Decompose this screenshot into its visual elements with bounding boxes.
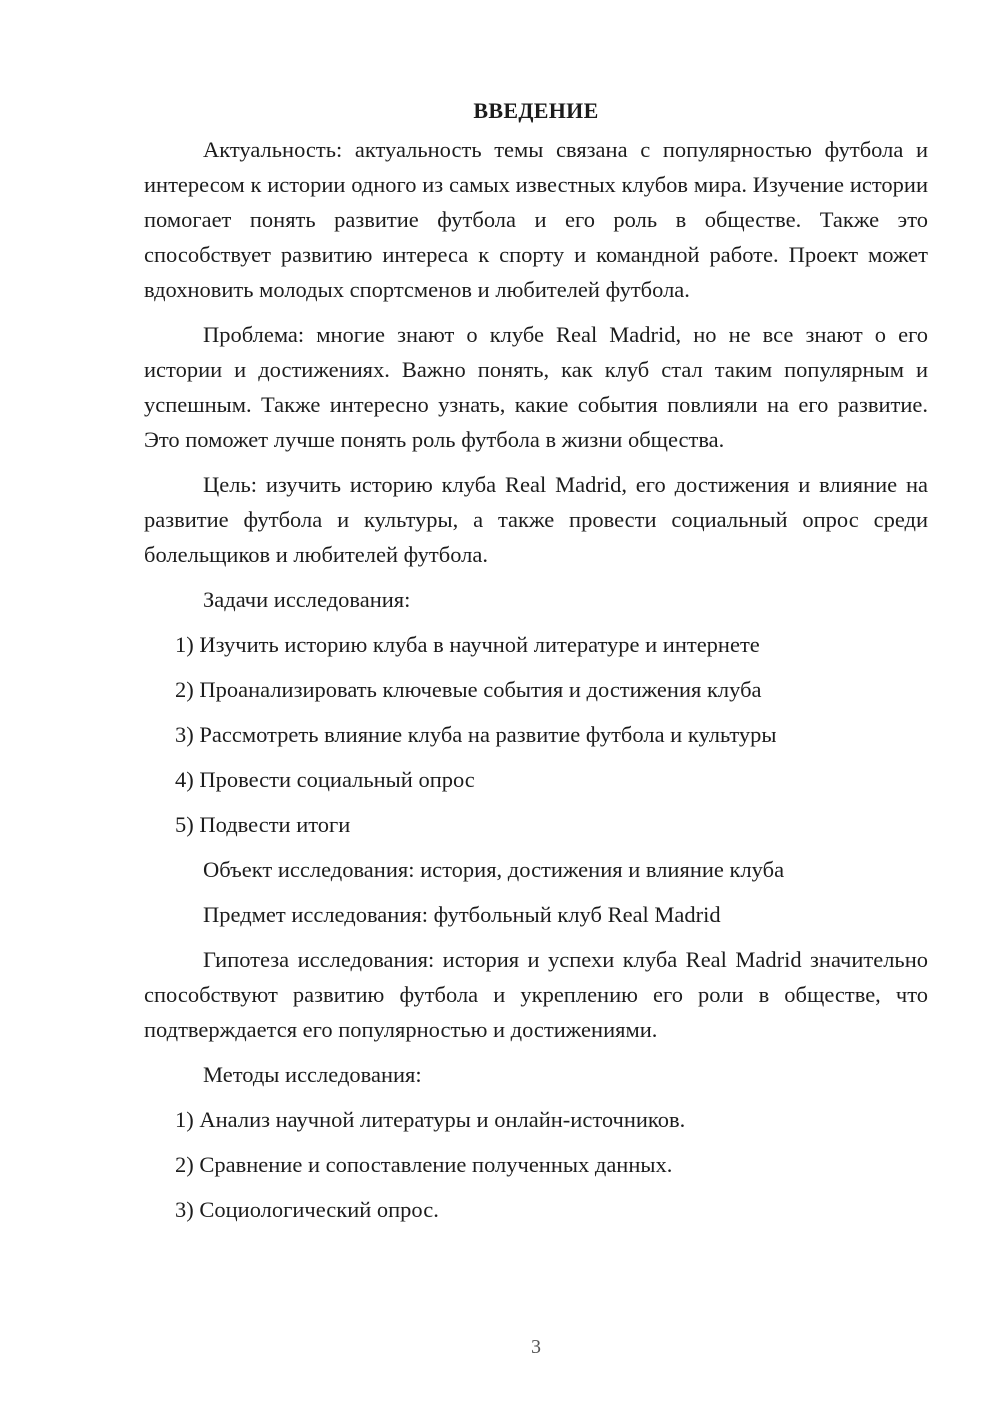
hypothesis-paragraph: Гипотеза исследования: история и успехи клуба Real Madrid значительно способствуют развитию футбола и укреплению его роли в обществе, что подтверждается его популярностью и достижениями. [144,947,928,1042]
task-item: 4) Провести социальный опрос [175,767,475,792]
goal-paragraph: Цель: изучить историю клуба Real Madrid, его достижения и влияние на развитие футбола и культуры, а также провести социальный опрос среди болельщиков и любителей футбола. [144,472,928,567]
document-page [144,94,928,1237]
task-item: 1) Изучить историю клуба в научной литературе и интернете [175,632,760,657]
relevance-paragraph: Актуальность: актуальность темы связана с популярностью футбола и интересом к истории одного из самых известных клубов мира. Изучение истории помогает понять развитие футбола и его роль в обществе. Также это способствует развитию интереса к спорту и командной работе. Проект может вдохновить молодых спортсменов и любителей футбола. [144,137,928,302]
research-object: Объект исследования: история, достижения и влияние клуба [203,857,785,882]
task-item: 2) Проанализировать ключевые события и достижения клуба [175,677,762,702]
method-item: 1) Анализ научной литературы и онлайн-источников. [175,1107,686,1132]
tasks-heading: Задачи исследования: [203,587,411,612]
method-item: 3) Социологический опрос. [175,1197,439,1222]
research-subject: Предмет исследования: футбольный клуб Real Madrid [203,902,721,927]
method-item: 2) Сравнение и сопоставление полученных данных. [175,1152,673,1177]
task-item: 5) Подвести итоги [175,812,351,837]
page-title: ВВЕДЕНИЕ [473,98,599,123]
problem-paragraph: Проблема: многие знают о клубе Real Madrid, но не все знают о его истории и достижениях. Важно понять, как клуб стал таким популярным и успешным. Также интересно узнать, какие события повлияли на его развитие. Это поможет лучше понять роль футбола в жизни общества. [144,322,928,452]
task-item: 3) Рассмотреть влияние клуба на развитие футбола и культуры [175,722,777,747]
page-number: 3 [531,1336,541,1358]
methods-heading: Методы исследования: [203,1062,422,1087]
